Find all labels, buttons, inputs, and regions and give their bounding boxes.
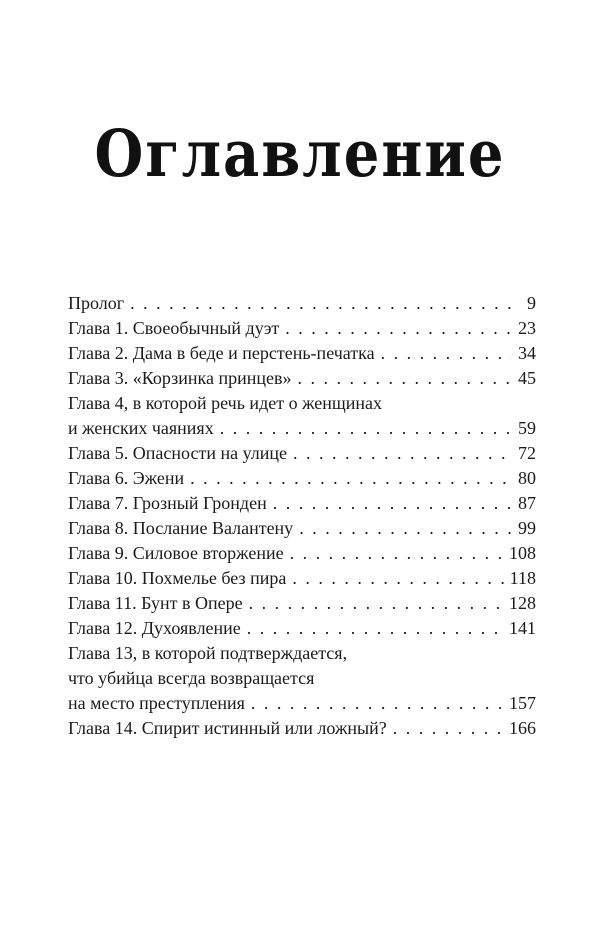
toc-entry-title: Глава 7. Грозный Гронден — [68, 493, 267, 513]
toc-entry-title: на место преступления — [68, 693, 245, 713]
toc-page-number: 128 — [509, 593, 536, 613]
toc-entry — [68, 391, 536, 441]
dot-leader — [285, 316, 512, 341]
toc-entry-row — [68, 316, 536, 341]
toc-page-number: 80 — [518, 468, 536, 488]
toc-entry — [68, 541, 536, 566]
toc-page-number: 9 — [527, 293, 536, 313]
toc-entry-title-line: что убийца всегда возвращается — [68, 668, 315, 688]
toc-entry-title-line: Глава 13, в которой подтверждается, — [68, 643, 348, 663]
toc-page-number: 59 — [518, 418, 536, 438]
dot-leader — [190, 466, 512, 491]
toc-entry-row — [68, 516, 536, 541]
toc-entry — [68, 291, 536, 316]
toc-entry — [68, 591, 536, 616]
toc-entry-title: Пролог — [68, 293, 125, 313]
toc-entry-row — [68, 416, 536, 441]
toc-entry-row — [68, 366, 536, 391]
toc-page-number: 87 — [518, 493, 536, 513]
toc-page-number: 45 — [518, 368, 536, 388]
toc-entry-title-line: Глава 4, в которой речь идет о женщинах — [68, 393, 383, 413]
toc-entry-title: Глава 5. Опасности на улице — [68, 443, 288, 463]
toc-entry — [68, 341, 536, 366]
table-of-contents — [68, 291, 536, 741]
toc-entry-row — [68, 341, 536, 366]
toc-entry — [68, 716, 536, 741]
dot-leader — [381, 341, 512, 366]
dot-leader — [247, 616, 503, 641]
dot-leader — [273, 491, 512, 516]
dot-leader — [220, 416, 512, 441]
dot-leader — [393, 716, 503, 741]
dot-leader — [299, 516, 512, 541]
dot-leader — [297, 366, 512, 391]
toc-page-number: 141 — [509, 618, 536, 638]
toc-entry-row — [68, 466, 536, 491]
dot-leader — [292, 566, 503, 591]
toc-page-number: 166 — [509, 718, 536, 738]
toc-entry-row — [68, 566, 536, 591]
toc-entry-row — [68, 716, 536, 741]
toc-entry-row — [68, 691, 536, 716]
toc-entry-title: Глава 1. Своеобычный дуэт — [68, 318, 280, 338]
toc-entry-title: и женских чаяниях — [68, 418, 214, 438]
toc-entry — [68, 466, 536, 491]
toc-page-number: 118 — [509, 568, 536, 588]
toc-entry-title: Глава 14. Спирит истинный или ложный? — [68, 718, 387, 738]
toc-entry — [68, 366, 536, 391]
toc-entry-row — [68, 541, 536, 566]
toc-entry — [68, 566, 536, 591]
toc-entry — [68, 316, 536, 341]
dot-leader — [249, 591, 503, 616]
toc-entry-title: Глава 2. Дама в беде и перстень-печатка — [68, 343, 375, 363]
toc-entry-title: Глава 11. Бунт в Опере — [68, 593, 243, 613]
dot-leader — [290, 541, 503, 566]
page-title: Оглавление — [94, 116, 506, 192]
toc-entry-row — [68, 591, 536, 616]
toc-entry-title: Глава 10. Похмелье без пира — [68, 568, 287, 588]
toc-entry — [68, 616, 536, 641]
toc-entry-title: Глава 9. Силовое вторжение — [68, 543, 284, 563]
toc-entry — [68, 441, 536, 466]
toc-page-number: 99 — [518, 518, 536, 538]
toc-entry — [68, 491, 536, 516]
dot-leader — [293, 441, 512, 466]
toc-page-number: 34 — [518, 343, 536, 363]
toc-entry — [68, 516, 536, 541]
toc-entry-row — [68, 491, 536, 516]
dot-leader — [130, 291, 521, 316]
toc-entry-row — [68, 441, 536, 466]
toc-page-number: 157 — [509, 693, 536, 713]
toc-entry-title: Глава 3. «Корзинка принцев» — [68, 368, 292, 388]
toc-entry-row — [68, 291, 536, 316]
toc-entry-title: Глава 6. Эжени — [68, 468, 185, 488]
toc-page-number: 72 — [518, 443, 536, 463]
toc-entry-row — [68, 616, 536, 641]
toc-entry-title: Глава 12. Духоявление — [68, 618, 241, 638]
toc-entry — [68, 641, 536, 716]
toc-page-number: 108 — [509, 543, 536, 563]
toc-page-number: 23 — [518, 318, 536, 338]
dot-leader — [251, 691, 503, 716]
toc-entry-title: Глава 8. Послание Валантену — [68, 518, 294, 538]
